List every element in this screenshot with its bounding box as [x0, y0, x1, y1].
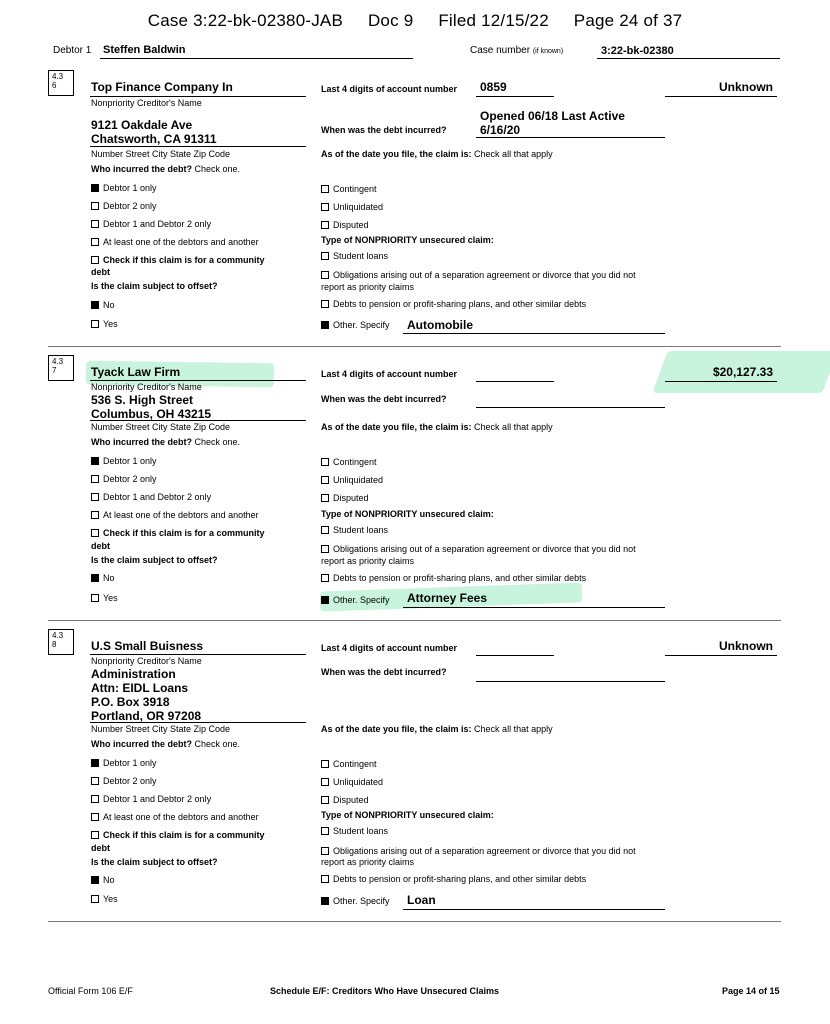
obligations-option[interactable]: Obligations arising out of a separation agreement or divorce that you did not — [321, 846, 636, 856]
last4-value: 0859 — [480, 80, 507, 94]
footer-title: Schedule E/F: Creditors Who Have Unsecured Claims — [270, 986, 500, 996]
checkbox[interactable] — [321, 526, 329, 534]
checkbox[interactable] — [321, 875, 329, 883]
page-number: Page 24 of 37 — [573, 11, 683, 30]
checkbox[interactable] — [321, 271, 329, 279]
who-incurred-label: Who incurred the debt? Check one. — [91, 164, 241, 174]
debtor2-only-option[interactable]: Debtor 2 only — [91, 474, 157, 484]
claim-number-box: 4.3 8 — [48, 629, 74, 655]
type-label: Type of NONPRIORITY unsecured claim: — [321, 235, 494, 245]
checkbox[interactable] — [321, 827, 329, 835]
claim-amount: Unknown — [719, 80, 773, 94]
checkbox[interactable] — [91, 475, 99, 483]
case-number-value: 3:22-bk-02380 — [601, 45, 674, 57]
creditor-name-label: Nonpriority Creditor's Name — [91, 382, 202, 392]
checkbox[interactable] — [321, 221, 329, 229]
footer-page: Page 14 of 15 — [722, 986, 780, 996]
checkbox[interactable] — [321, 321, 329, 329]
other-option[interactable]: Other. Specify — [321, 320, 390, 330]
checkbox[interactable] — [91, 777, 99, 785]
community-debt-label: debt — [91, 267, 110, 277]
debtor1-and-2-option[interactable]: Debtor 1 and Debtor 2 only — [91, 219, 211, 229]
doc-number: Doc 9 — [367, 11, 414, 30]
creditor-name: Tyack Law Firm — [91, 365, 181, 379]
offset-yes-option[interactable]: Yes — [91, 319, 118, 329]
divider — [48, 346, 781, 347]
other-option[interactable]: Other. Specify — [321, 595, 390, 605]
community-debt-label: debt — [91, 843, 110, 853]
when-incurred-value: 6/16/20 — [480, 123, 521, 137]
checkbox[interactable] — [91, 493, 99, 501]
disputed-option[interactable]: Disputed — [321, 795, 369, 805]
who-incurred-label: Who incurred the debt? Check one. — [91, 739, 241, 749]
checkbox[interactable] — [321, 796, 329, 804]
at-least-one-option[interactable]: At least one of the debtors and another — [91, 237, 259, 247]
checkbox[interactable] — [91, 574, 99, 582]
debtor1-and-2-option[interactable]: Debtor 1 and Debtor 2 only — [91, 794, 211, 804]
divider — [48, 620, 781, 621]
contingent-option[interactable]: Contingent — [321, 457, 377, 467]
address-label: Number Street City State Zip Code — [91, 724, 231, 734]
checkbox[interactable] — [91, 184, 99, 192]
checkbox[interactable] — [321, 203, 329, 211]
obligations-label: report as priority claims — [321, 857, 415, 867]
as-of-label: As of the date you file, the claim is: Check all that apply — [321, 422, 553, 432]
debtor-name: Steffen Baldwin — [103, 44, 186, 56]
debtor2-only-option[interactable]: Debtor 2 only — [91, 201, 157, 211]
checkbox[interactable] — [321, 545, 329, 553]
contingent-option[interactable]: Contingent — [321, 759, 377, 769]
checkbox[interactable] — [321, 458, 329, 466]
checkbox[interactable] — [91, 759, 99, 767]
pension-option[interactable]: Debts to pension or profit-sharing plans, and other similar debts — [321, 874, 586, 884]
claim-number-box: 4.3 6 — [48, 70, 74, 96]
offset-no-option[interactable]: No — [91, 573, 115, 583]
creditor-name: U.S Small Buisness — [91, 639, 204, 653]
other-specify-value: Loan — [407, 893, 436, 907]
unliquidated-option[interactable]: Unliquidated — [321, 777, 383, 787]
case-number-header: Case 3:22-bk-02380-JAB — [147, 11, 344, 30]
disputed-option[interactable]: Disputed — [321, 220, 369, 230]
checkbox[interactable] — [91, 457, 99, 465]
address-line: P.O. Box 3918 — [91, 695, 170, 709]
obligations-option[interactable]: Obligations arising out of a separation agreement or divorce that you did not — [321, 270, 636, 280]
offset-no-option[interactable]: No — [91, 300, 115, 310]
checkbox[interactable] — [321, 494, 329, 502]
as-of-label: As of the date you file, the claim is: Check all that apply — [321, 149, 553, 159]
pension-option[interactable]: Debts to pension or profit-sharing plans, and other similar debts — [321, 299, 586, 309]
address-label: Number Street City State Zip Code — [91, 149, 231, 159]
creditor-name: Top Finance Company In — [91, 80, 233, 94]
checkbox[interactable] — [91, 813, 99, 821]
checkbox[interactable] — [91, 301, 99, 309]
unliquidated-option[interactable]: Unliquidated — [321, 202, 383, 212]
page-header — [0, 11, 830, 31]
checkbox[interactable] — [321, 185, 329, 193]
filed-date: Filed 12/15/22 — [438, 11, 549, 30]
offset-yes-option[interactable]: Yes — [91, 894, 118, 904]
as-of-label: As of the date you file, the claim is: Check all that apply — [321, 724, 553, 734]
checkbox[interactable] — [91, 529, 99, 537]
checkbox[interactable] — [321, 476, 329, 484]
address-label: Number Street City State Zip Code — [91, 422, 231, 432]
checkbox[interactable] — [91, 202, 99, 210]
checkbox[interactable] — [91, 895, 99, 903]
offset-yes-option[interactable]: Yes — [91, 593, 118, 603]
checkbox[interactable] — [321, 574, 329, 582]
student-loans-option[interactable]: Student loans — [321, 525, 388, 535]
when-incurred-label: When was the debt incurred? — [321, 394, 447, 404]
debtor-label: Debtor 1 — [53, 45, 92, 56]
other-specify-value: Attorney Fees — [407, 591, 488, 605]
last4-label: Last 4 digits of account number — [321, 643, 458, 653]
type-label: Type of NONPRIORITY unsecured claim: — [321, 509, 494, 519]
address-line: Administration — [91, 667, 176, 681]
address-line: Attn: EIDL Loans — [91, 681, 189, 695]
at-least-one-option[interactable]: At least one of the debtors and another — [91, 510, 259, 520]
address-line: 536 S. High Street — [91, 393, 194, 407]
last4-label: Last 4 digits of account number — [321, 84, 458, 94]
pension-option[interactable]: Debts to pension or profit-sharing plans, and other similar debts — [321, 573, 586, 583]
other-specify-value: Automobile — [407, 318, 473, 332]
debtor1-only-option[interactable]: Debtor 1 only — [91, 758, 157, 768]
checkbox[interactable] — [91, 876, 99, 884]
offset-label: Is the claim subject to offset? — [91, 857, 218, 867]
address-line: Chatsworth, CA 91311 — [91, 132, 217, 146]
address-line: 9121 Oakdale Ave — [91, 118, 193, 132]
checkbox[interactable] — [321, 897, 329, 905]
checkbox[interactable] — [321, 252, 329, 260]
student-loans-option[interactable]: Student loans — [321, 251, 388, 261]
checkbox[interactable] — [321, 847, 329, 855]
offset-label: Is the claim subject to offset? — [91, 555, 218, 565]
creditor-name-label: Nonpriority Creditor's Name — [91, 656, 202, 666]
checkbox[interactable] — [91, 256, 99, 264]
other-option[interactable]: Other. Specify — [321, 896, 390, 906]
at-least-one-option[interactable]: At least one of the debtors and another — [91, 812, 259, 822]
claim-number-box: 4.3 7 — [48, 355, 74, 381]
offset-label: Is the claim subject to offset? — [91, 281, 218, 291]
footer-form: Official Form 106 E/F — [48, 986, 133, 996]
when-incurred-label: When was the debt incurred? — [321, 667, 447, 677]
disputed-option[interactable]: Disputed — [321, 493, 369, 503]
address-line: Portland, OR 97208 — [91, 709, 202, 723]
checkbox[interactable] — [91, 238, 99, 246]
community-debt-option[interactable]: Check if this claim is for a community — [91, 255, 265, 265]
checkbox[interactable] — [321, 778, 329, 786]
checkbox[interactable] — [91, 795, 99, 803]
obligations-label: report as priority claims — [321, 282, 415, 292]
debtor1-only-option[interactable]: Debtor 1 only — [91, 456, 157, 466]
claim-amount: Unknown — [719, 639, 773, 653]
debtor1-only-option[interactable]: Debtor 1 only — [91, 183, 157, 193]
checkbox[interactable] — [321, 760, 329, 768]
contingent-option[interactable]: Contingent — [321, 184, 377, 194]
debtor1-and-2-option[interactable]: Debtor 1 and Debtor 2 only — [91, 492, 211, 502]
checkbox[interactable] — [321, 596, 329, 604]
who-incurred-label: Who incurred the debt? Check one. — [91, 437, 241, 447]
community-debt-option[interactable]: Check if this claim is for a community — [91, 830, 265, 840]
type-label: Type of NONPRIORITY unsecured claim: — [321, 810, 494, 820]
unliquidated-option[interactable]: Unliquidated — [321, 475, 383, 485]
checkbox[interactable] — [91, 320, 99, 328]
checkbox[interactable] — [91, 594, 99, 602]
checkbox[interactable] — [321, 300, 329, 308]
creditor-name-label: Nonpriority Creditor's Name — [91, 98, 202, 108]
divider — [48, 921, 781, 922]
obligations-option[interactable]: Obligations arising out of a separation agreement or divorce that you did not — [321, 544, 636, 554]
offset-no-option[interactable]: No — [91, 875, 115, 885]
checkbox[interactable] — [91, 831, 99, 839]
student-loans-option[interactable]: Student loans — [321, 826, 388, 836]
last4-label: Last 4 digits of account number — [321, 369, 458, 379]
checkbox[interactable] — [91, 511, 99, 519]
case-number-label: Case number (if known) — [470, 45, 564, 56]
when-incurred-value: Opened 06/18 Last Active — [480, 109, 625, 123]
when-incurred-label: When was the debt incurred? — [321, 125, 447, 135]
debtor2-only-option[interactable]: Debtor 2 only — [91, 776, 157, 786]
address-line: Columbus, OH 43215 — [91, 407, 212, 421]
community-debt-option[interactable]: Check if this claim is for a community — [91, 528, 265, 538]
claim-amount: $20,127.33 — [712, 365, 773, 379]
obligations-label: report as priority claims — [321, 556, 415, 566]
community-debt-label: debt — [91, 541, 110, 551]
checkbox[interactable] — [91, 220, 99, 228]
